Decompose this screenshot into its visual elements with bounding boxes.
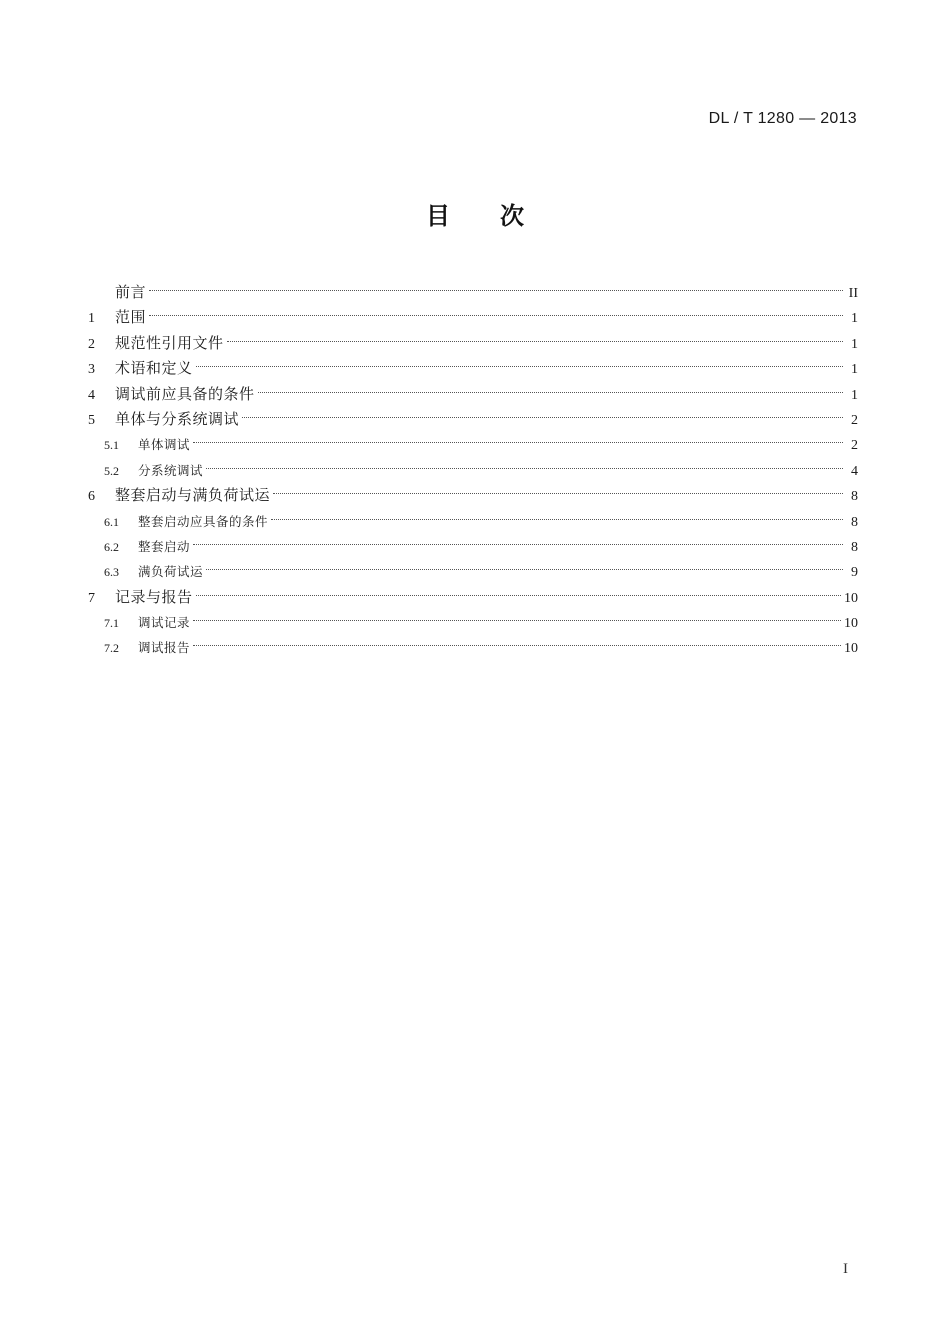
- toc-entry-page: 8: [851, 539, 858, 555]
- toc-entry-page: 1: [851, 336, 858, 352]
- dot-leader: [196, 366, 843, 367]
- toc-entry-label: 整套启动与满负荷试运: [115, 486, 271, 505]
- toc-entry-label: 满负荷试运: [138, 564, 204, 580]
- toc-entry-label: 单体与分系统调试: [115, 409, 240, 428]
- toc-entry: [88, 305, 858, 330]
- toc-entry-label: 术语和定义: [115, 359, 193, 378]
- toc-entry: [88, 407, 858, 432]
- toc-entry-number: 5: [88, 412, 95, 428]
- toc-entry-page: 2: [851, 412, 858, 428]
- toc-entry-number: 2: [88, 336, 95, 352]
- dot-leader: [149, 315, 843, 316]
- toc-entry: [88, 280, 858, 305]
- toc-entry-number: 6.2: [104, 539, 119, 554]
- toc-entry-page: 8: [851, 514, 858, 530]
- toc-entry: [88, 483, 858, 508]
- toc-entry-page: 1: [851, 311, 858, 327]
- toc-subentry: [88, 534, 858, 559]
- toc-entry-number: 5.2: [104, 463, 119, 478]
- toc-entry-number: 6.1: [104, 514, 119, 529]
- dot-leader: [206, 569, 843, 570]
- toc-entry-label: 整套启动应具备的条件: [138, 513, 269, 529]
- toc-entry-page: 4: [851, 463, 858, 479]
- toc-subentry: [88, 559, 858, 584]
- dot-leader: [193, 442, 843, 443]
- toc-entry-page: 9: [851, 565, 858, 581]
- toc-entry-page: 2: [851, 438, 858, 454]
- toc-entry-number: 6.3: [104, 565, 119, 580]
- toc-subentry: [88, 509, 858, 534]
- toc-subentry: [88, 635, 858, 660]
- dot-leader: [193, 544, 843, 545]
- dot-leader: [227, 341, 843, 342]
- toc-entry-page: 1: [851, 362, 858, 378]
- dot-leader: [258, 392, 843, 393]
- toc-subentry: [88, 432, 858, 457]
- dot-leader: [242, 417, 843, 418]
- toc-entry-page: 10: [844, 641, 858, 657]
- toc-title: 目次: [426, 202, 574, 230]
- toc-entry-label: 记录与报告: [115, 587, 193, 606]
- toc-entry-number: 3: [88, 362, 95, 378]
- dot-leader: [193, 620, 841, 621]
- toc-entry-page: 10: [844, 616, 858, 632]
- toc-entry-label: 调试前应具备的条件: [115, 384, 255, 403]
- toc-entry-page: 8: [851, 489, 858, 505]
- dot-leader: [149, 290, 843, 291]
- toc-entry-number: 6: [88, 489, 95, 505]
- toc-entry-number: 7.2: [104, 641, 119, 656]
- toc-entry-label: 调试报告: [138, 640, 191, 656]
- toc-subentry: [88, 610, 858, 635]
- dot-leader: [271, 519, 843, 520]
- dot-leader: [193, 645, 841, 646]
- toc-entry-label: 整套启动: [138, 538, 191, 554]
- toc-entry: [88, 356, 858, 381]
- toc-entry-page: 10: [844, 590, 858, 606]
- toc-entry-number: 7: [88, 590, 95, 606]
- toc-entry-label: 范围: [115, 308, 147, 327]
- toc-entry-label: 前言: [115, 283, 147, 301]
- page-number: I: [843, 1261, 848, 1277]
- toc-entry: [88, 382, 858, 407]
- toc-subentry: [88, 458, 858, 483]
- toc-entry-number: 5.1: [104, 438, 119, 453]
- toc-entry-label: 调试记录: [138, 615, 191, 631]
- dot-leader: [196, 595, 841, 596]
- toc-entry-label: 单体调试: [138, 437, 191, 453]
- toc-entry: [88, 331, 858, 356]
- toc-entry-number: 1: [88, 311, 95, 327]
- dot-leader: [206, 468, 843, 469]
- toc-entry-page: II: [848, 286, 858, 301]
- toc-entry: [88, 585, 858, 610]
- toc-entry-number: 4: [88, 387, 95, 403]
- toc-entry-number: 7.1: [104, 616, 119, 631]
- toc-entry-label: 规范性引用文件: [115, 333, 224, 352]
- toc-entry-label: 分系统调试: [138, 462, 204, 478]
- document-code: DL / T 1280 — 2013: [708, 110, 857, 127]
- table-of-contents: [88, 280, 858, 661]
- toc-entry-page: 1: [851, 387, 858, 403]
- dot-leader: [273, 493, 843, 494]
